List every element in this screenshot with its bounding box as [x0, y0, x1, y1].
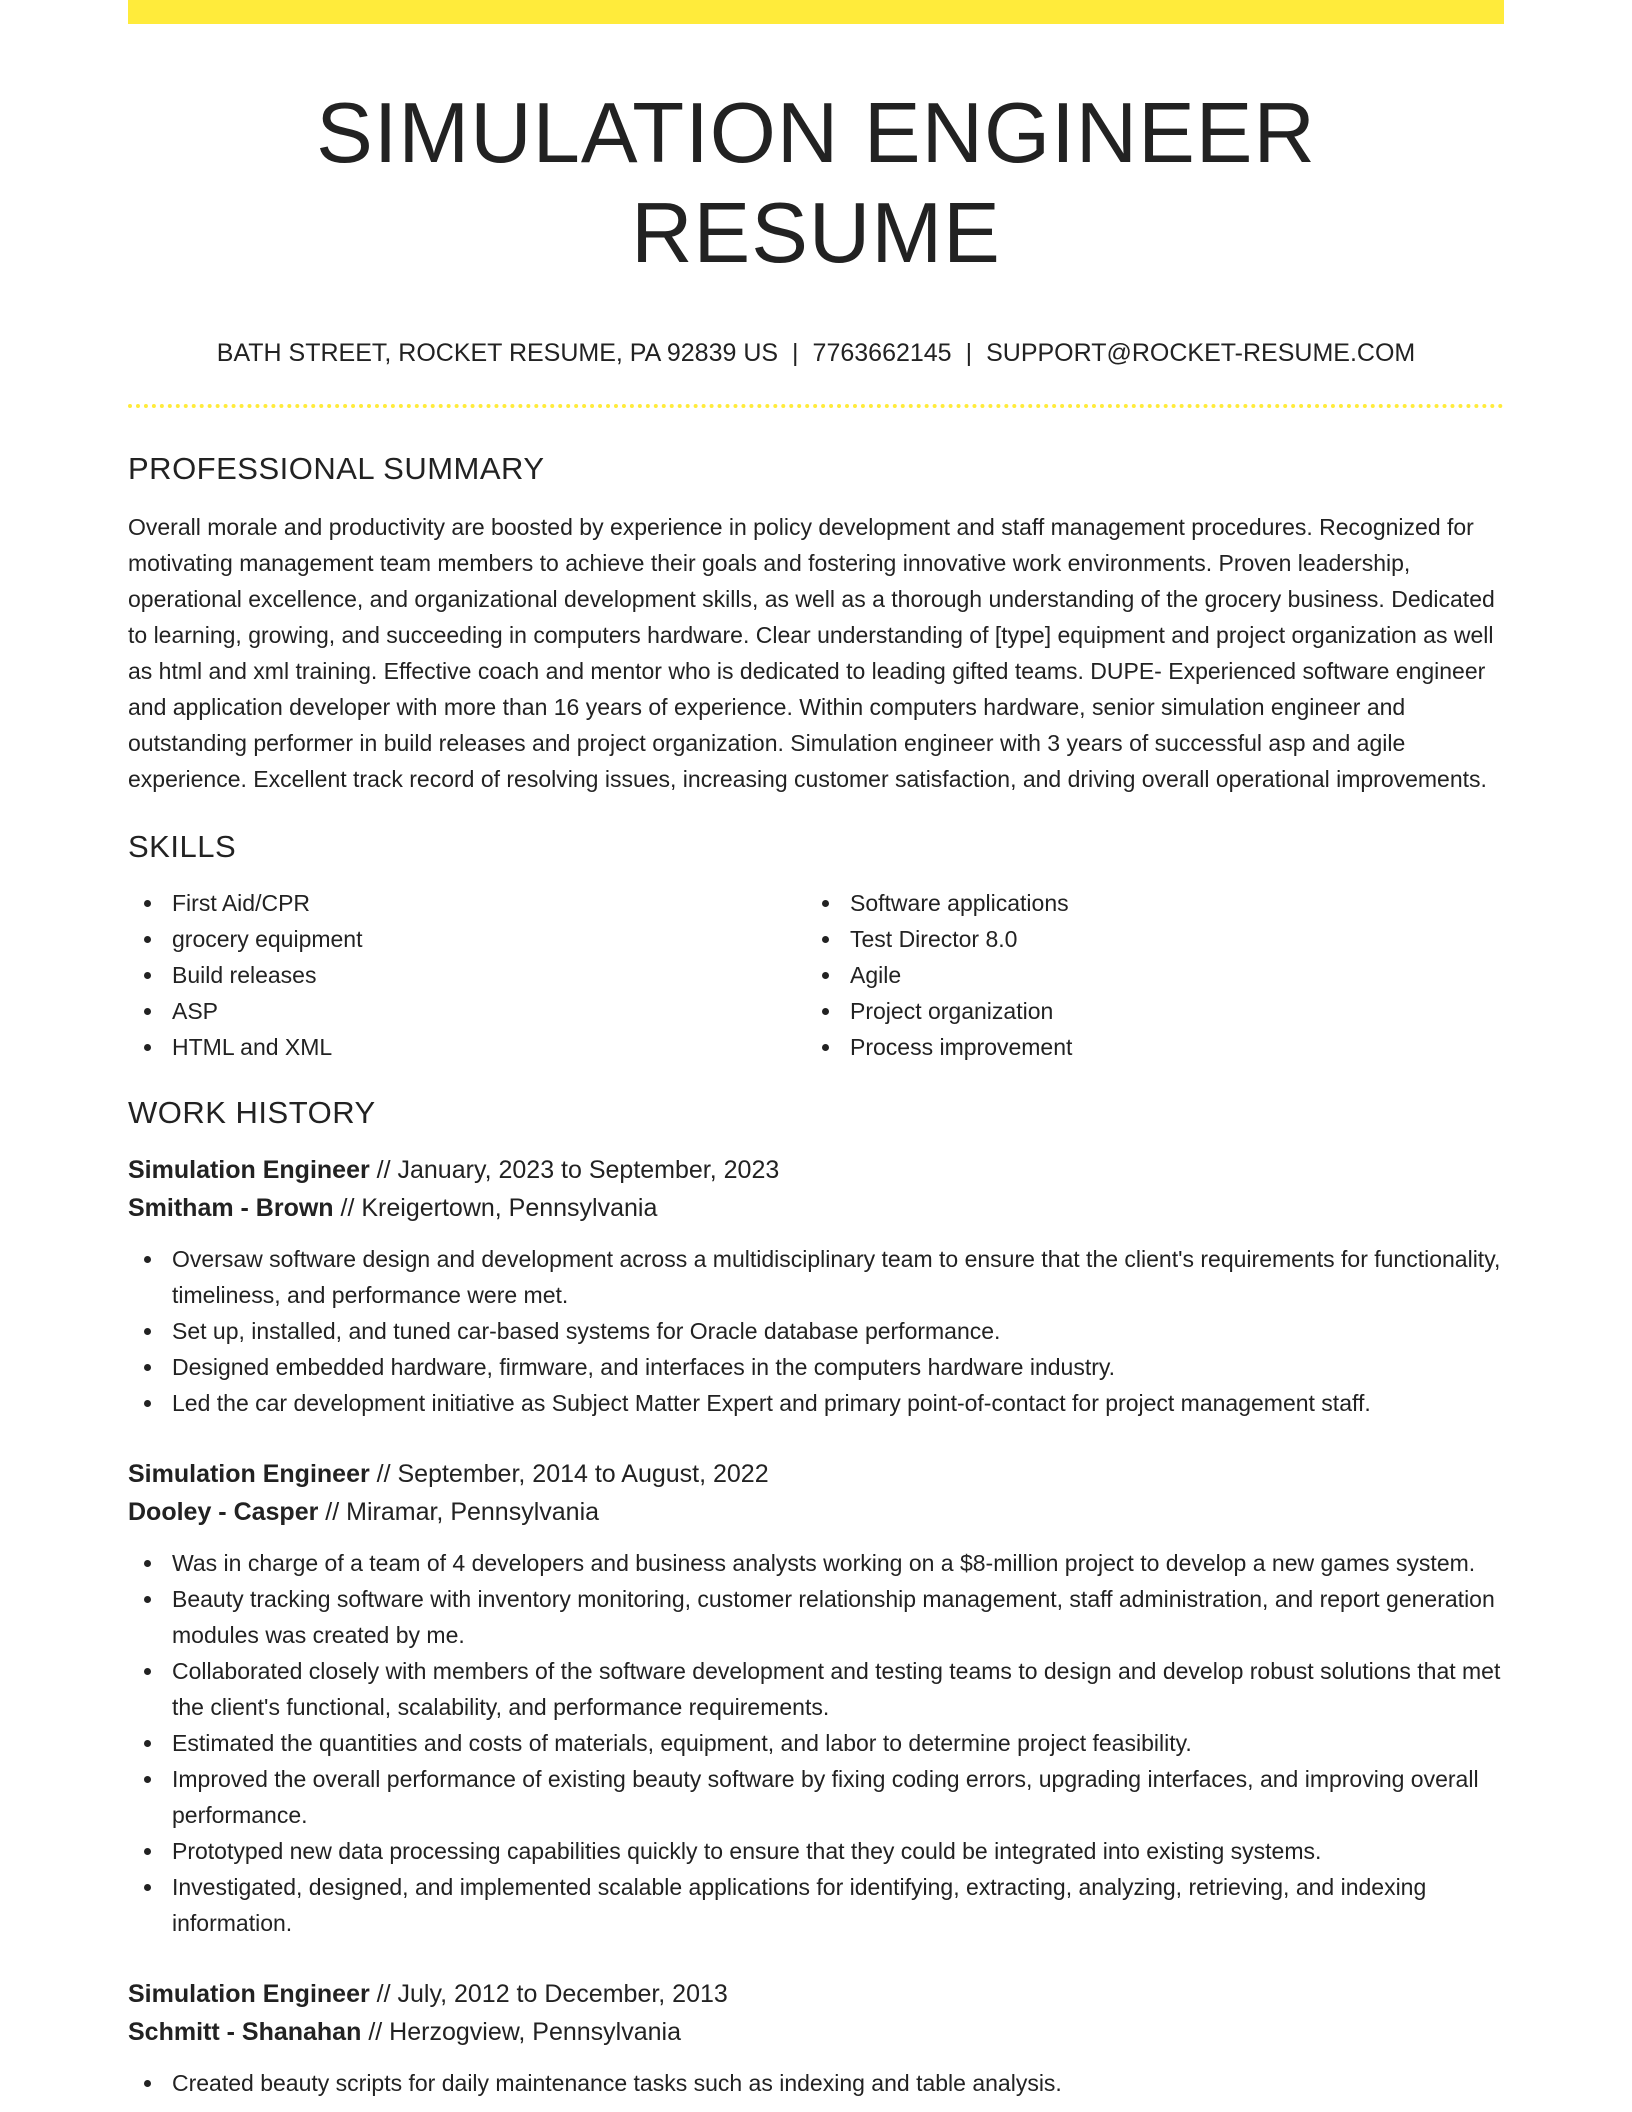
contact-separator: | [965, 339, 973, 367]
job-role: Simulation Engineer [128, 1980, 370, 2008]
skills-column-left [128, 885, 806, 1065]
job-separator: // [369, 1980, 398, 2008]
job-entry [128, 1975, 1504, 2101]
job-bullet: Investigated, designed, and implemented scalable applications for identifying, extracting, analyzing, retrieving, and indexing information. [128, 1869, 1504, 1941]
skills-column-right [806, 885, 1484, 1065]
summary-heading: PROFESSIONAL SUMMARY [128, 451, 545, 486]
job-bullet: Led the car development initiative as Subject Matter Expert and primary point-of-contact for project management staff. [128, 1385, 1504, 1421]
job-dates: September, 2014 to August, 2022 [397, 1460, 769, 1488]
job-company-line [128, 2013, 1504, 2051]
work-history-heading: WORK HISTORY [128, 1095, 376, 1130]
job-location: Kreigertown, Pennsylvania [361, 1194, 658, 1222]
job-bullet: Improved the overall performance of existing beauty software by fixing coding errors, upgrading interfaces, and improving overall performance. [128, 1761, 1504, 1833]
job-separator: // [333, 1194, 362, 1222]
contact-separator: | [792, 339, 799, 367]
job-bullet: Oversaw software design and development across a multidisciplinary team to ensure that the client's requirements for functionality, timeliness, and performance were met. [128, 1241, 1504, 1313]
job-bullet: Collaborated closely with members of the software development and testing teams to design and develop robust solutions that met the client's functional, scalability, and performance requirements. [128, 1653, 1504, 1725]
job-entry [128, 1455, 1504, 1941]
job-dates: July, 2012 to December, 2013 [397, 1980, 728, 2008]
skills-list [128, 885, 1504, 1065]
skill-item: Software applications [806, 885, 1484, 921]
job-dates: January, 2023 to September, 2023 [397, 1156, 780, 1184]
contact-line [128, 337, 1504, 369]
job-separator: // [361, 2018, 390, 2046]
job-bullet: Created beauty scripts for daily maintenance tasks such as indexing and table analysis. [128, 2065, 1504, 2101]
skill-item: Test Director 8.0 [806, 921, 1484, 957]
contact-email: SUPPORT@ROCKET-RESUME.COM [986, 339, 1416, 367]
job-title-line [128, 1455, 1504, 1493]
top-accent-bar [128, 0, 1504, 24]
skill-item: HTML and XML [128, 1029, 806, 1065]
job-company: Smitham - Brown [128, 1194, 334, 1222]
contact-address: BATH STREET, ROCKET RESUME, PA 92839 US [216, 339, 779, 367]
skills-heading: SKILLS [128, 829, 237, 864]
job-bullet: Beauty tracking software with inventory monitoring, customer relationship management, staff administration, and report generation modules was created by me. [128, 1581, 1504, 1653]
summary-text: Overall morale and productivity are boosted by experience in policy development and staff management procedures. Recognized for motivating management team members to achieve their goals and fostering innovative work environments. Proven leadership, operational excellence, and organizational development skills, as well as a thorough understanding of the grocery business. Dedicated to learning, growing, and succeeding in computers hardware. Clear understanding of [type] equipment and project organization as well as html and xml training. Effective coach and mentor who is dedicated to leading gifted teams. DUPE- Experienced software engineer and application developer with more than 16 years of experience. Within computers hardware, senior simulation engineer and outstanding performer in build releases and project organization. Simulation engineer with 3 years of successful asp and agile experience. Excellent track record of resolving issues, increasing customer satisfaction, and driving overall operational improvements. [128, 514, 1495, 792]
skill-item: grocery equipment [128, 921, 806, 957]
job-company-line [128, 1189, 1504, 1227]
job-entry [128, 1151, 1504, 1421]
job-location: Herzogview, Pennsylvania [389, 2018, 681, 2046]
job-separator: // [318, 1498, 347, 1526]
job-location: Miramar, Pennsylvania [346, 1498, 600, 1526]
skill-item: Project organization [806, 993, 1484, 1029]
skill-item: ASP [128, 993, 806, 1029]
skill-item: Agile [806, 957, 1484, 993]
job-bullet: Set up, installed, and tuned car-based systems for Oracle database performance. [128, 1313, 1504, 1349]
job-role: Simulation Engineer [128, 1460, 370, 1488]
job-title-line [128, 1975, 1504, 2013]
skill-item: Process improvement [806, 1029, 1484, 1065]
job-bullets [128, 2065, 1504, 2101]
job-company: Dooley - Casper [128, 1498, 319, 1526]
job-separator: // [369, 1460, 398, 1488]
contact-phone: 7763662145 [812, 339, 952, 367]
job-bullet: Was in charge of a team of 4 developers and business analysts working on a $8-million project to develop a new games system. [128, 1545, 1504, 1581]
job-bullet: Prototyped new data processing capabilities quickly to ensure that they could be integrated into existing systems. [128, 1833, 1504, 1869]
resume-content [128, 24, 1504, 2101]
skill-item: First Aid/CPR [128, 885, 806, 921]
skill-item: Build releases [128, 957, 806, 993]
dotted-divider [128, 404, 1504, 408]
job-bullet: Designed embedded hardware, firmware, and interfaces in the computers hardware industry. [128, 1349, 1504, 1385]
job-bullets [128, 1241, 1504, 1421]
job-company: Schmitt - Shanahan [128, 2018, 362, 2046]
job-title-line [128, 1151, 1504, 1189]
job-bullets [128, 1545, 1504, 1941]
job-bullet: Estimated the quantities and costs of materials, equipment, and labor to determine project feasibility. [128, 1725, 1504, 1761]
job-company-line [128, 1493, 1504, 1531]
job-role: Simulation Engineer [128, 1156, 370, 1184]
job-separator: // [369, 1156, 398, 1184]
page-title: SIMULATION ENGINEER RESUME [316, 86, 1316, 281]
